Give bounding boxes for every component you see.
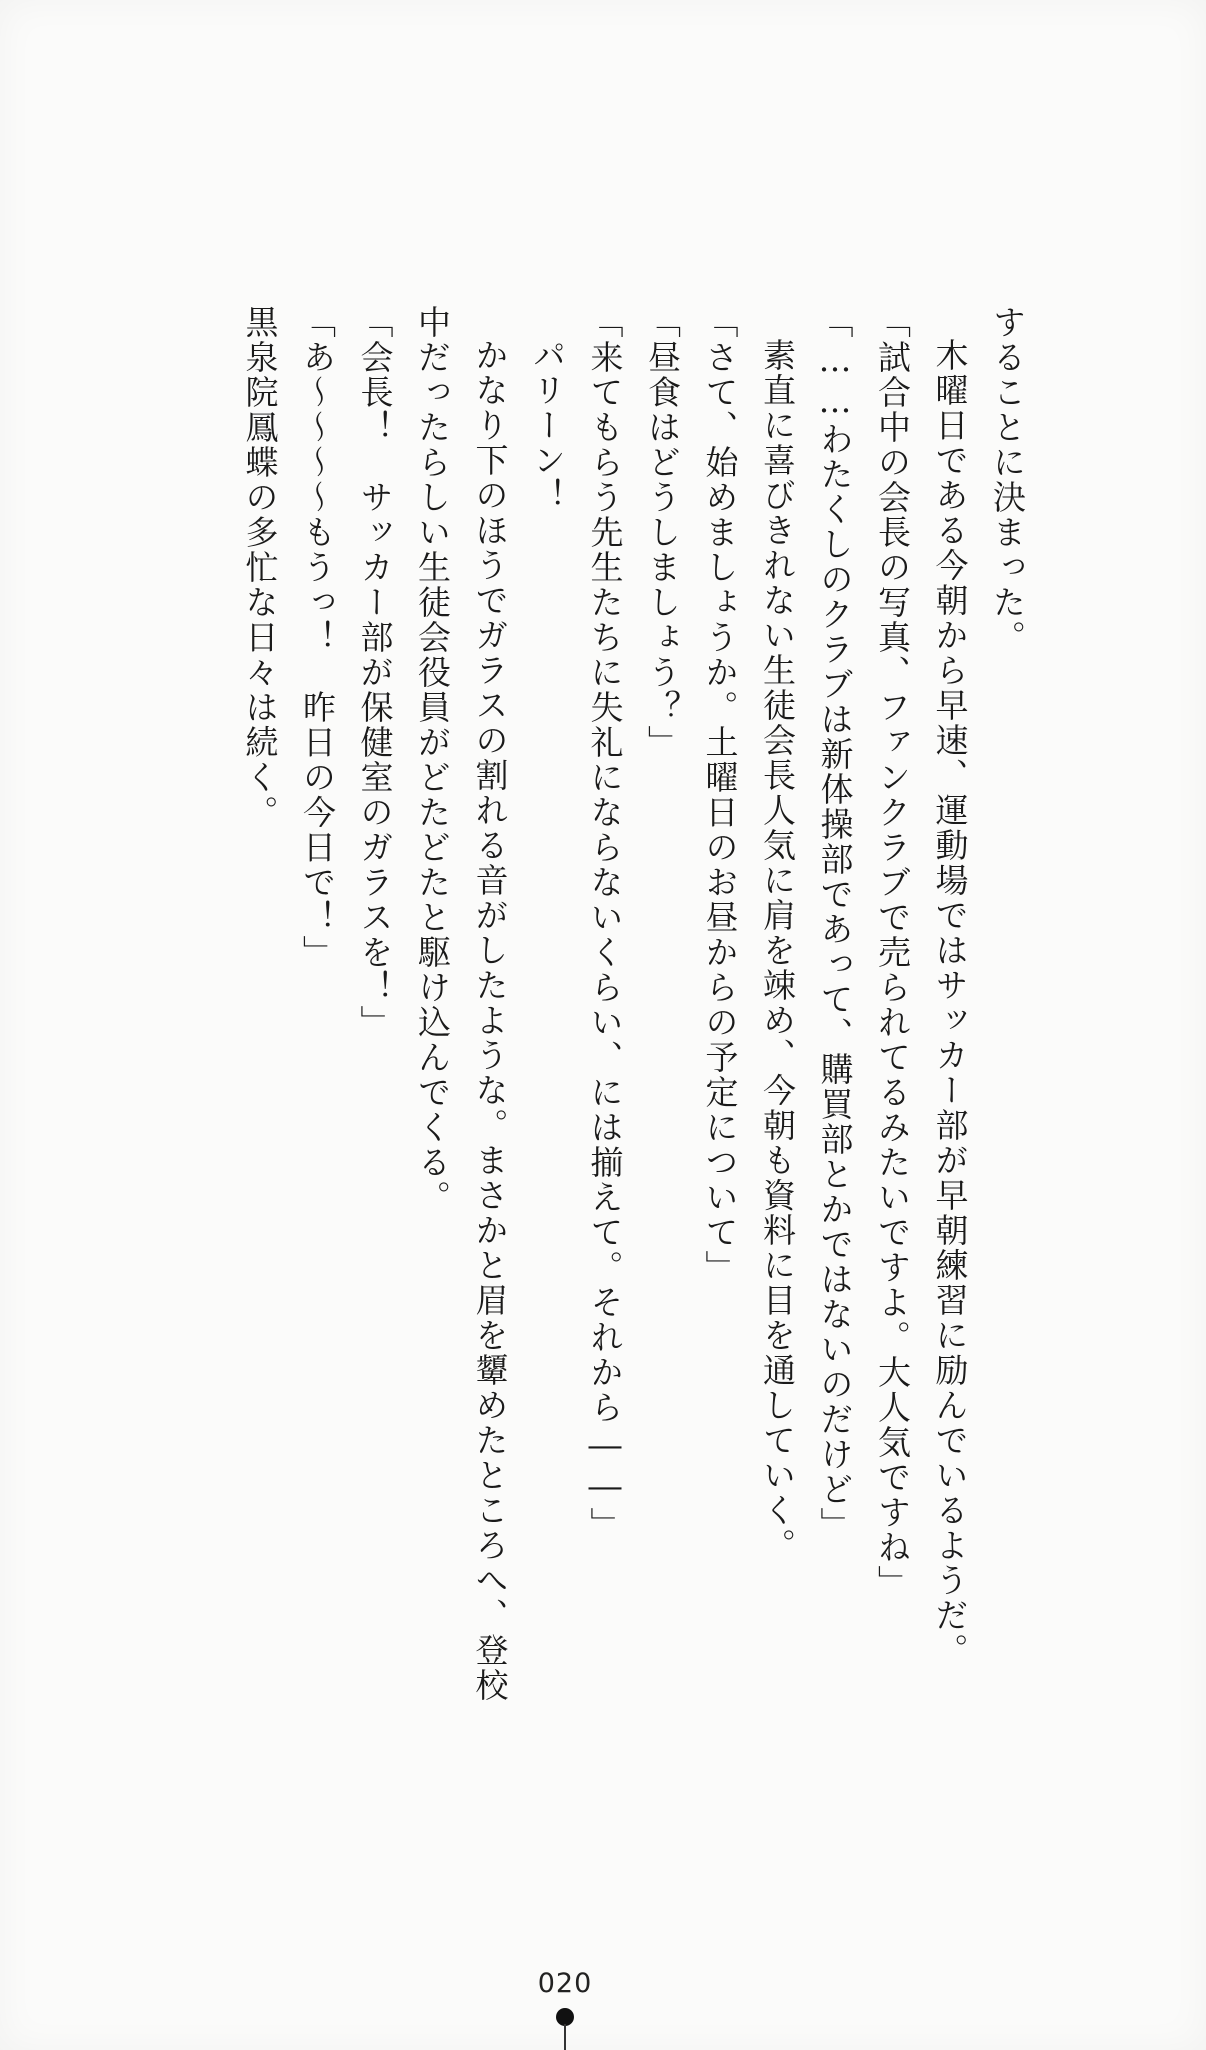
text-line: することに決まった。 (988, 305, 1027, 655)
text-line: 「……わたくしのクラブは新体操部であって、購買部とかではないのだけど」 (815, 305, 855, 1542)
text-line: 中だったらしい生徒会役員がどたどたと駆け込んでくる。 (413, 305, 452, 1215)
text-line: 「来てもらう先生たちに失礼にならないくらい、には揃えて。それから――」 (585, 305, 625, 1542)
text-line: 「試合中の会長の写真、ファンクラブで売られてるみたいですよ。大人気ですね」 (873, 305, 912, 1600)
text-line: 「昼食はどうしましょう？」 (643, 305, 682, 760)
text-line: 木曜日である今朝から早速、運動場ではサッカー部が早朝練習に励んでいるようだ。 (930, 338, 970, 1668)
folio-line-ornament (564, 2024, 566, 2050)
text-line: 黒泉院鳳蝶の多忙な日々は続く。 (240, 305, 280, 830)
text-line: 「さて、始めましょうか。土曜日のお昼からの予定について」 (700, 305, 740, 1285)
text-line: 「あ〜〜〜〜もうっ！ 昨日の今日で！」 (298, 305, 337, 970)
body-text (231, 305, 1036, 1755)
page-number: 020 (537, 1968, 593, 1999)
text-line: 「会長！ サッカー部が保健室のガラスを！」 (355, 305, 395, 1040)
text-line: 素直に喜びきれない生徒会長人気に肩を竦め、今朝も資料に目を通していく。 (758, 338, 797, 1563)
text-line: パリーン！ (528, 338, 567, 513)
text-line: かなり下のほうでガラスの割れる音がしたような。まさかと眉を顰めたところへ、登校 (470, 338, 510, 1703)
